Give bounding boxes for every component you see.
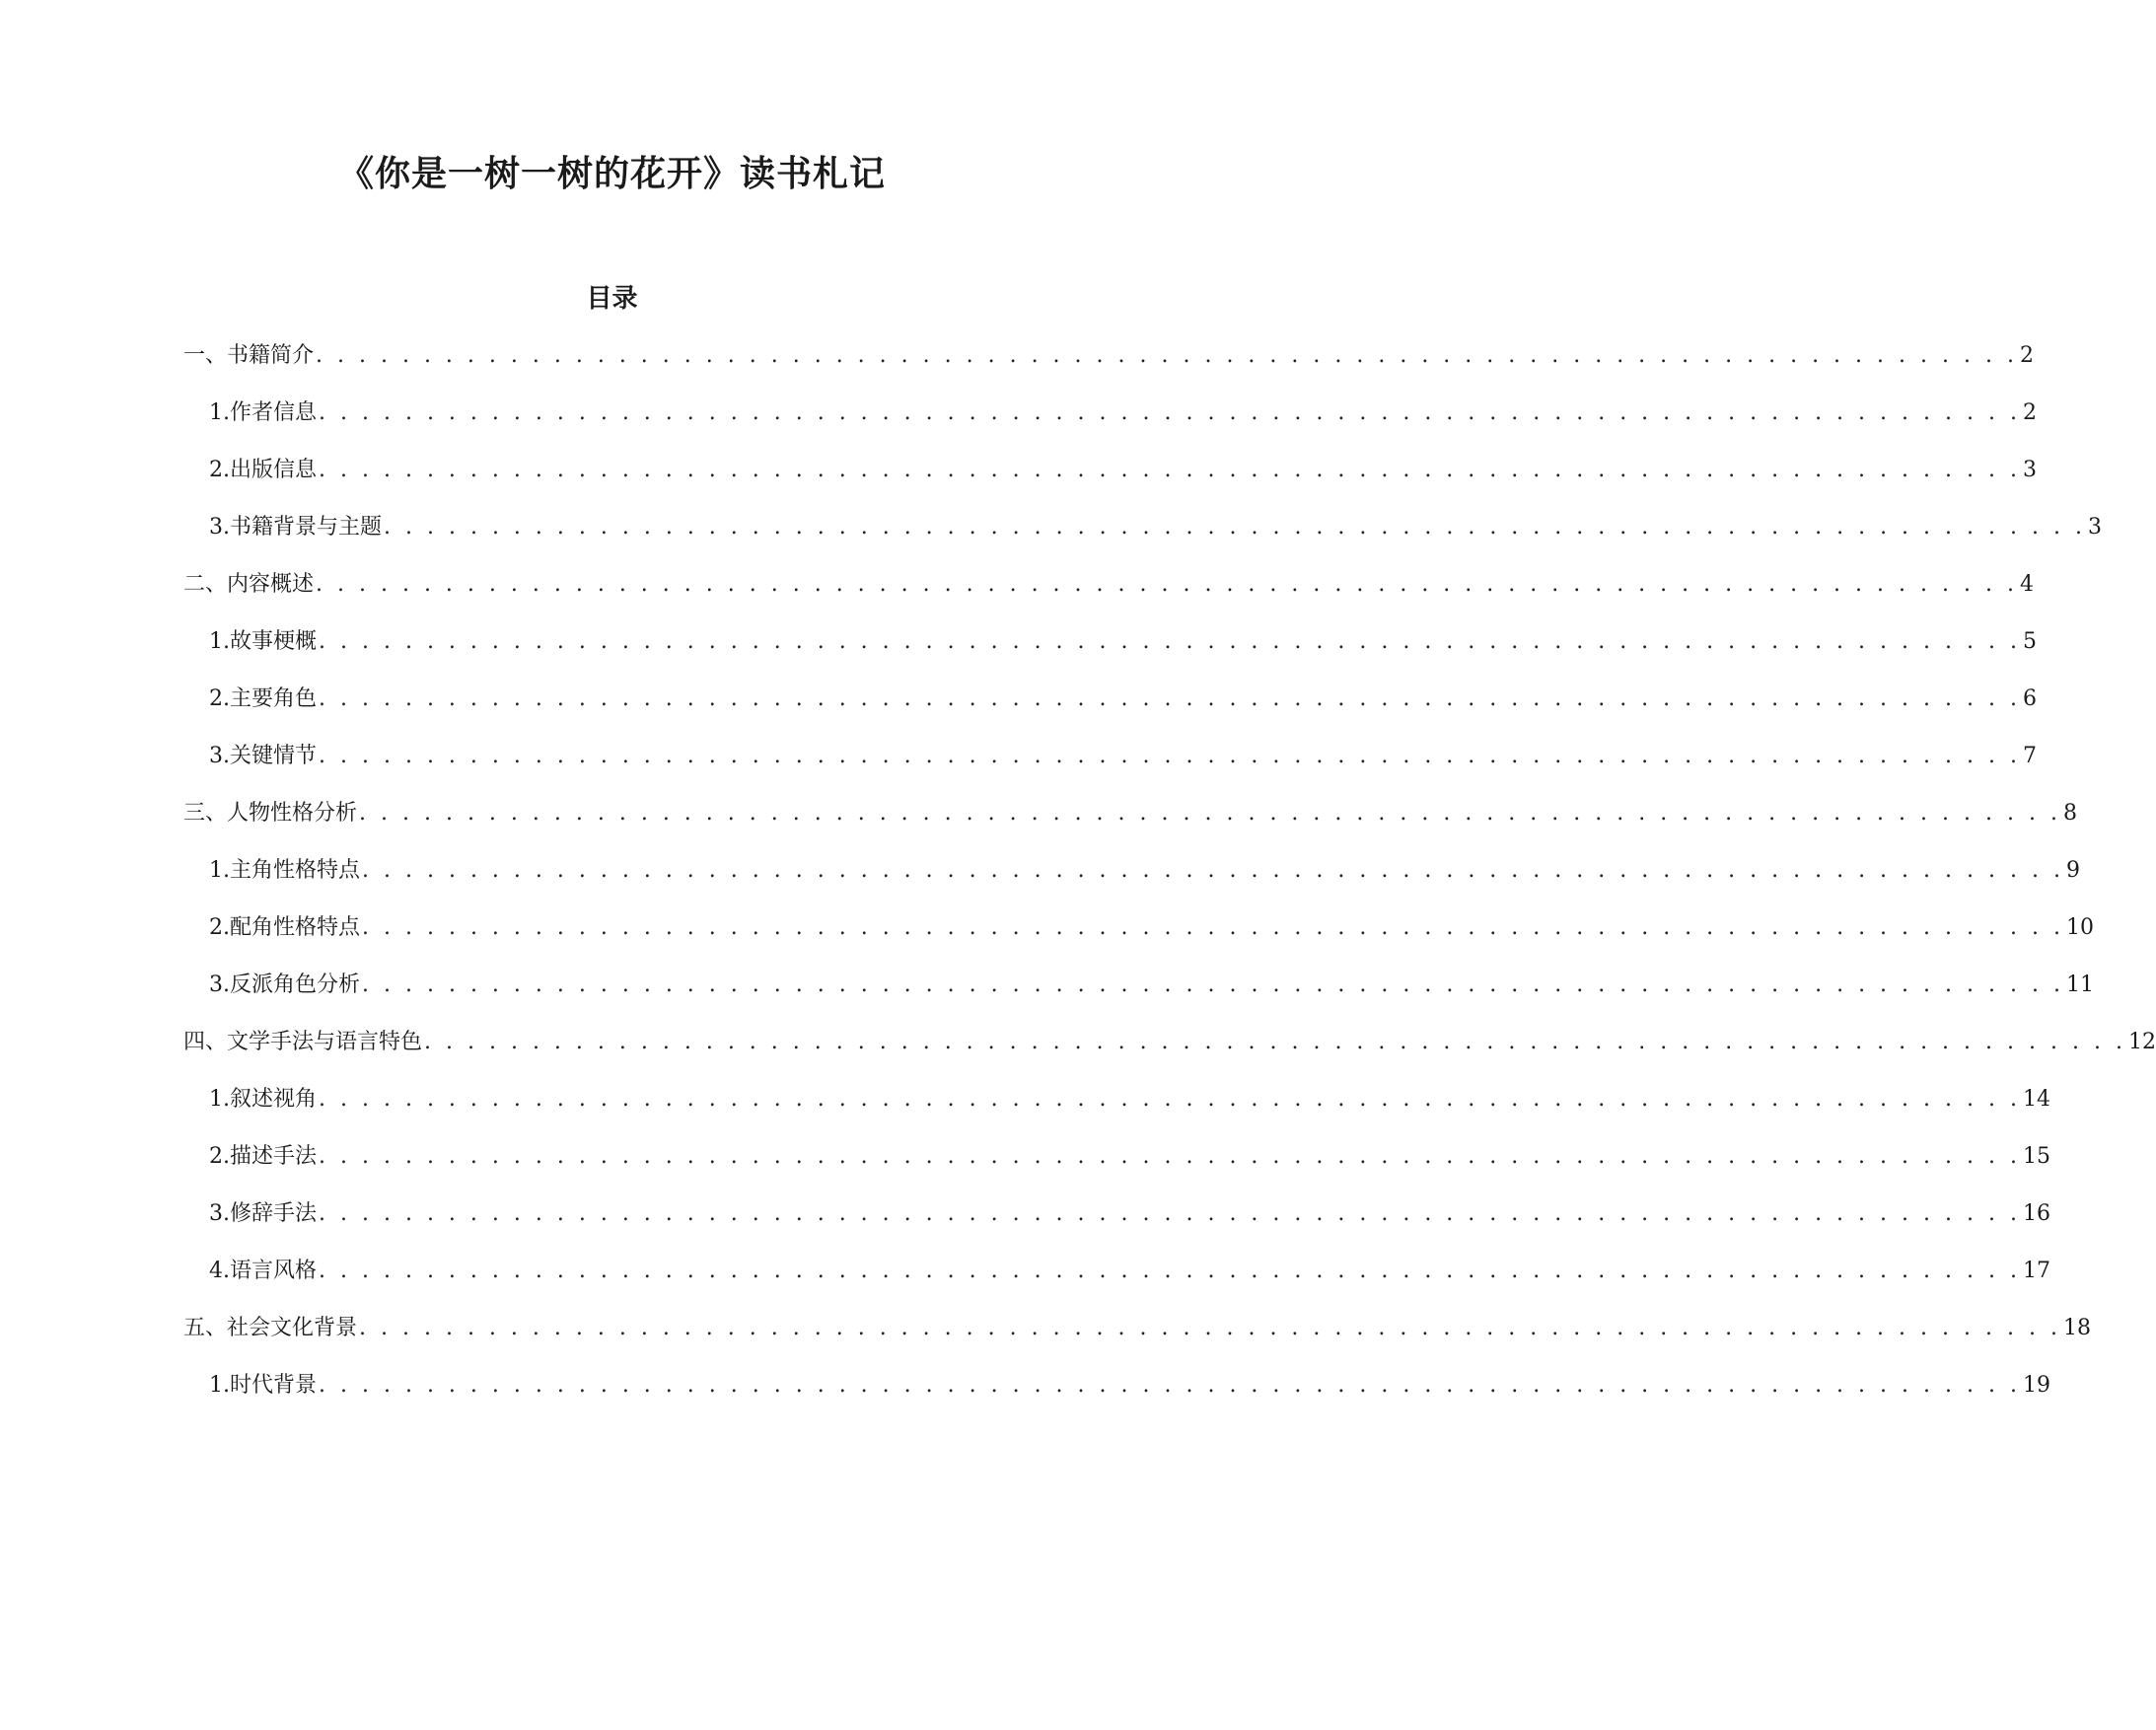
toc-subsection-entry[interactable] xyxy=(209,1137,2050,1177)
toc-page-number: 17 xyxy=(2022,1259,2050,1283)
toc-dot-leader: . . . . . . . . . . . . . . . . . . . . . . . . . . . . . . . . . . . . . . . . . . . . . . . . . . . . . . . . . . . . . . . . . . . . . . . . . . . . . . . xyxy=(384,515,2086,540)
toc-subsection-entry[interactable] xyxy=(209,451,2037,490)
toc-page-number: 8 xyxy=(2062,801,2077,826)
toc-page-number: 3 xyxy=(2087,515,2102,540)
toc-section-entry[interactable] xyxy=(183,1023,2156,1062)
toc-dot-leader: . . . . . . . . . . . . . . . . . . . . . . . . . . . . . . . . . . . . . . . . . . . . . . . . . . . . . . . . . . . . . . . . . . . . . . . . . . . . . . . xyxy=(319,400,2021,425)
toc-subsection-entry[interactable] xyxy=(209,394,2037,433)
toc-section-entry[interactable] xyxy=(183,565,2034,605)
toc-dot-leader: . . . . . . . . . . . . . . . . . . . . . . . . . . . . . . . . . . . . . . . . . . . . . . . . . . . . . . . . . . . . . . . . . . . . . . . . . . . . . . . xyxy=(319,629,2021,654)
toc-subsection-entry[interactable] xyxy=(209,851,2080,891)
toc-dot-leader: . . . . . . . . . . . . . . . . . . . . . . . . . . . . . . . . . . . . . . . . . . . . . . . . . . . . . . . . . . . . . . . . . . . . . . . . . . . . . . . xyxy=(319,1373,2021,1398)
toc-page-number: 18 xyxy=(2062,1316,2091,1340)
toc-entry-label: 主要角色 xyxy=(230,686,318,711)
toc-dot-leader: . . . . . . . . . . . . . . . . . . . . . . . . . . . . . . . . . . . . . . . . . . . . . . . . . . . . . . . . . . . . . . . . . . . . . . . . . . . . . . . xyxy=(319,1087,2021,1112)
toc-dot-leader: . . . . . . . . . . . . . . . . . . . . . . . . . . . . . . . . . . . . . . . . . . . . . . . . . . . . . . . . . . . . . . . . . . . . . . . . . . . . . . . xyxy=(362,973,2064,997)
toc-page-number: 5 xyxy=(2022,629,2037,654)
toc-dot-leader: . . . . . . . . . . . . . . . . . . . . . . . . . . . . . . . . . . . . . . . . . . . . . . . . . . . . . . . . . . . . . . . . . . . . . . . . . . . . . . . xyxy=(316,572,2018,597)
toc-entry-number: 3. xyxy=(209,515,230,540)
toc-dot-leader: . . . . . . . . . . . . . . . . . . . . . . . . . . . . . . . . . . . . . . . . . . . . . . . . . . . . . . . . . . . . . . . . . . . . . . . . . . . . . . . xyxy=(316,343,2018,368)
toc-page-number: 11 xyxy=(2065,973,2094,997)
toc-entry-number: 3. xyxy=(209,1201,230,1226)
toc-entry-number: 3. xyxy=(209,973,230,997)
toc-entry-label: 出版信息 xyxy=(230,458,318,482)
toc-subsection-entry[interactable] xyxy=(209,508,2102,547)
toc-entry-label: 描述手法 xyxy=(230,1144,318,1169)
toc-entry-label: 时代背景 xyxy=(230,1373,318,1398)
toc-section-entry[interactable] xyxy=(183,336,2034,376)
toc-dot-leader: . . . . . . . . . . . . . . . . . . . . . . . . . . . . . . . . . . . . . . . . . . . . . . . . . . . . . . . . . . . . . . . . . . . . . . . . . . . . . . . xyxy=(319,744,2021,768)
toc-subsection-entry[interactable] xyxy=(209,622,2037,662)
toc-entry-label: 一、书籍简介 xyxy=(183,343,315,368)
toc-page-number: 7 xyxy=(2022,744,2037,768)
toc-entry-label: 五、社会文化背景 xyxy=(183,1316,358,1340)
toc-page-number: 2 xyxy=(2022,400,2037,425)
toc-entry-label: 书籍背景与主题 xyxy=(230,515,383,540)
toc-heading: 目录 xyxy=(586,284,638,314)
toc-subsection-entry[interactable] xyxy=(209,737,2037,776)
toc-entry-label: 三、人物性格分析 xyxy=(183,801,358,826)
toc-subsection-entry[interactable] xyxy=(209,1366,2050,1406)
toc-entry-number: 2. xyxy=(209,686,230,711)
toc-dot-leader: . . . . . . . . . . . . . . . . . . . . . . . . . . . . . . . . . . . . . . . . . . . . . . . . . . . . . . . . . . . . . . . . . . . . . . . . . . . . . . . xyxy=(319,1259,2021,1283)
toc-page-number: 12 xyxy=(2127,1030,2156,1054)
toc-entry-number: 2. xyxy=(209,458,230,482)
toc-dot-leader: . . . . . . . . . . . . . . . . . . . . . . . . . . . . . . . . . . . . . . . . . . . . . . . . . . . . . . . . . . . . . . . . . . . . . . . . . . . . . . . xyxy=(319,686,2021,711)
toc-subsection-entry[interactable] xyxy=(209,908,2094,948)
toc-dot-leader: . . . . . . . . . . . . . . . . . . . . . . . . . . . . . . . . . . . . . . . . . . . . . . . . . . . . . . . . . . . . . . . . . . . . . . . . . . . . . . . xyxy=(319,1201,2021,1226)
toc-section-entry[interactable] xyxy=(183,794,2077,833)
toc-entry-number: 1. xyxy=(209,1373,230,1398)
toc-entry-label: 关键情节 xyxy=(230,744,318,768)
toc-subsection-entry[interactable] xyxy=(209,1194,2050,1234)
toc-page-number: 2 xyxy=(2019,343,2034,368)
toc-page-number: 6 xyxy=(2022,686,2037,711)
toc-dot-leader: . . . . . . . . . . . . . . . . . . . . . . . . . . . . . . . . . . . . . . . . . . . . . . . . . . . . . . . . . . . . . . . . . . . . . . . . . . . . . . . xyxy=(359,1316,2061,1340)
toc-entry-number: 2. xyxy=(209,915,230,940)
toc-page-number: 15 xyxy=(2022,1144,2050,1169)
toc-page-number: 10 xyxy=(2065,915,2094,940)
toc-subsection-entry[interactable] xyxy=(209,680,2037,719)
toc-subsection-entry[interactable] xyxy=(209,966,2094,1005)
toc-entry-label: 语言风格 xyxy=(230,1259,318,1283)
toc-dot-leader: . . . . . . . . . . . . . . . . . . . . . . . . . . . . . . . . . . . . . . . . . . . . . . . . . . . . . . . . . . . . . . . . . . . . . . . . . . . . . . . xyxy=(362,858,2064,883)
toc-entry-number: 1. xyxy=(209,1087,230,1112)
toc-entry-number: 4. xyxy=(209,1259,230,1283)
toc-dot-leader: . . . . . . . . . . . . . . . . . . . . . . . . . . . . . . . . . . . . . . . . . . . . . . . . . . . . . . . . . . . . . . . . . . . . . . . . . . . . . . . xyxy=(359,801,2061,826)
toc-subsection-entry[interactable] xyxy=(209,1252,2050,1291)
toc-entry-label: 故事梗概 xyxy=(230,629,318,654)
toc-entry-number: 2. xyxy=(209,1144,230,1169)
toc-dot-leader: . . . . . . . . . . . . . . . . . . . . . . . . . . . . . . . . . . . . . . . . . . . . . . . . . . . . . . . . . . . . . . . . . . . . . . . . . . . . . . . xyxy=(424,1030,2126,1054)
toc-entry-number: 1. xyxy=(209,629,230,654)
toc-entry-number: 1. xyxy=(209,858,230,883)
toc-entry-label: 四、文学手法与语言特色 xyxy=(183,1030,423,1054)
toc-page-number: 9 xyxy=(2065,858,2080,883)
toc-page-number: 19 xyxy=(2022,1373,2050,1398)
toc-page-number: 16 xyxy=(2022,1201,2050,1226)
toc-dot-leader: . . . . . . . . . . . . . . . . . . . . . . . . . . . . . . . . . . . . . . . . . . . . . . . . . . . . . . . . . . . . . . . . . . . . . . . . . . . . . . . xyxy=(362,915,2064,940)
toc-page-number: 4 xyxy=(2019,572,2034,597)
toc-page-number: 3 xyxy=(2022,458,2037,482)
toc-page-number: 14 xyxy=(2022,1087,2050,1112)
toc-entry-number: 1. xyxy=(209,400,230,425)
toc-entry-number: 3. xyxy=(209,744,230,768)
document-title: 《你是一树一树的花开》读书札记 xyxy=(337,154,886,194)
toc-entry-label: 修辞手法 xyxy=(230,1201,318,1226)
toc-entry-label: 配角性格特点 xyxy=(230,915,361,940)
toc-entry-label: 二、内容概述 xyxy=(183,572,315,597)
toc-subsection-entry[interactable] xyxy=(209,1080,2050,1119)
toc-entry-label: 主角性格特点 xyxy=(230,858,361,883)
toc-entry-label: 作者信息 xyxy=(230,400,318,425)
toc-entry-label: 反派角色分析 xyxy=(230,973,361,997)
toc-dot-leader: . . . . . . . . . . . . . . . . . . . . . . . . . . . . . . . . . . . . . . . . . . . . . . . . . . . . . . . . . . . . . . . . . . . . . . . . . . . . . . . xyxy=(319,458,2021,482)
toc-dot-leader: . . . . . . . . . . . . . . . . . . . . . . . . . . . . . . . . . . . . . . . . . . . . . . . . . . . . . . . . . . . . . . . . . . . . . . . . . . . . . . . xyxy=(319,1144,2021,1169)
toc-entry-label: 叙述视角 xyxy=(230,1087,318,1112)
toc-section-entry[interactable] xyxy=(183,1309,2091,1348)
